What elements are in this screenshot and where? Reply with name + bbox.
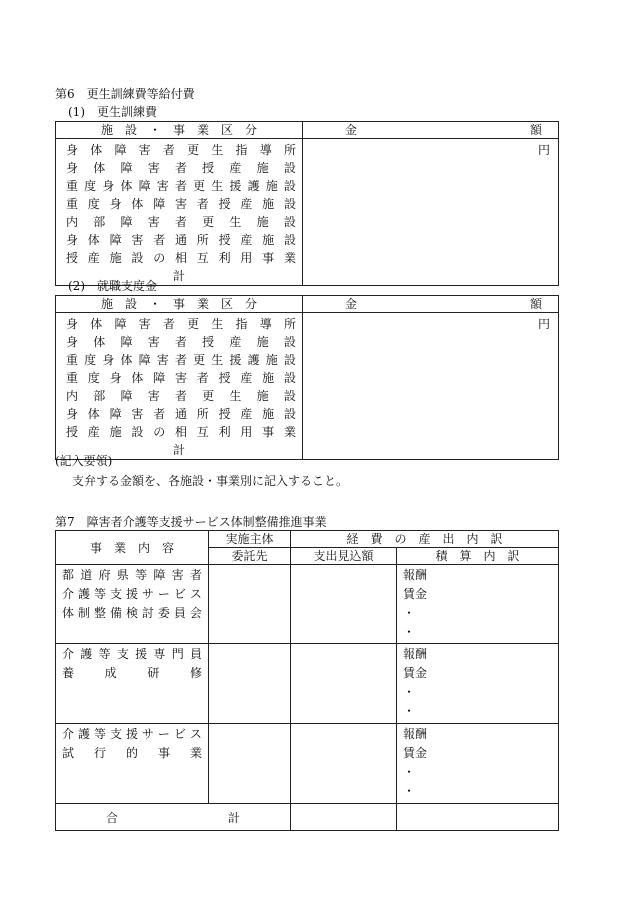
facility-row: 身 体 障 害 者 通 所 授 産 施 設 bbox=[66, 407, 296, 421]
content-cell bbox=[56, 565, 209, 644]
breakdown-cell bbox=[397, 644, 559, 724]
sec7-title: 第7 障害者介護等支援サービス体制整備推進事業 bbox=[55, 515, 327, 529]
amount-header: 金 額 bbox=[303, 296, 559, 313]
breakdown-item: ・ bbox=[403, 625, 416, 639]
total-label: 計 bbox=[172, 443, 185, 457]
yen-unit: 円 bbox=[537, 317, 550, 331]
breakdown-item: 賃金 bbox=[403, 746, 428, 760]
breakdown-item: 報酬 bbox=[403, 727, 428, 741]
notes-text: 支弁する金額を、各施設・事業別に記入すること。 bbox=[72, 474, 349, 488]
facility-row: 授 産 施 設 の 相 互 利 用 事 業 bbox=[66, 425, 296, 439]
facility-row: 身 体 障 害 者 更 生 指 導 所 bbox=[66, 317, 296, 331]
facility-row: 身 体 障 害 者 授 産 施 設 bbox=[66, 161, 296, 175]
content-header: 事 業 内 容 bbox=[56, 531, 209, 565]
breakdown-cell bbox=[397, 565, 559, 644]
entity-cell bbox=[209, 644, 291, 724]
entrustee-header: 委託先 bbox=[209, 548, 291, 565]
breakdown-item: 賃金 bbox=[403, 587, 428, 601]
facility-row: 身 体 障 害 者 通 所 授 産 施 設 bbox=[66, 233, 296, 247]
amount-cell bbox=[303, 313, 559, 460]
notes-heading: (記入要領) bbox=[55, 454, 113, 468]
estimate-cell bbox=[291, 724, 397, 804]
estimate-cell bbox=[291, 644, 397, 724]
content-line: 体 制 整 備 検 討 委 員 会 bbox=[62, 606, 202, 620]
facility-header: 施 設 ・ 事 業 区 分 bbox=[56, 122, 303, 139]
facility-row: 重 度 身 体 障 害 者 授 産 施 設 bbox=[66, 371, 296, 385]
breakdown-cell bbox=[397, 724, 559, 804]
facility-row: 重 度 身 体 障 害 者 更 生 援 護 施 設 bbox=[66, 179, 296, 193]
facility-list bbox=[56, 139, 303, 286]
entity-header: 実施主体 bbox=[209, 531, 291, 548]
facility-row: 内 部 障 害 者 更 生 施 設 bbox=[66, 215, 296, 229]
facility-row: 内 部 障 害 者 更 生 施 設 bbox=[66, 389, 296, 403]
content-line: 都 道 府 県 等 障 害 者 bbox=[62, 568, 202, 582]
support-service-table bbox=[55, 530, 559, 831]
breakdown-item: ・ bbox=[403, 765, 416, 779]
content-cell bbox=[56, 724, 209, 804]
breakdown-item: ・ bbox=[403, 704, 416, 718]
breakdown-item: ・ bbox=[403, 606, 416, 620]
estimate-header: 支出見込額 bbox=[291, 548, 397, 565]
facility-row: 授 産 施 設 の 相 互 利 用 事 業 bbox=[66, 251, 296, 265]
sec6-sub1: (1) 更生訓練費 bbox=[68, 105, 157, 119]
breakdown-item: 報酬 bbox=[403, 647, 428, 661]
entity-cell bbox=[209, 565, 291, 644]
facility-header: 施 設 ・ 事 業 区 分 bbox=[56, 296, 303, 313]
breakdown-header: 積 算 内 訳 bbox=[397, 548, 559, 565]
content-line: 養 成 研 修 bbox=[62, 666, 202, 680]
facility-row: 重 度 身 体 障 害 者 授 産 施 設 bbox=[66, 197, 296, 211]
sec6-title: 第6 更生訓練費等給付費 bbox=[55, 87, 195, 101]
amount-header: 金 額 bbox=[303, 122, 559, 139]
content-line: 介 護 等 支 援 サ ー ビ ス bbox=[62, 587, 202, 601]
breakdown-item: 賃金 bbox=[403, 666, 428, 680]
facility-row: 身 体 障 害 者 授 産 施 設 bbox=[66, 335, 296, 349]
content-cell bbox=[56, 644, 209, 724]
expense-header: 経 費 の 産 出 内 訳 bbox=[291, 531, 559, 548]
facility-list bbox=[56, 313, 303, 460]
grand-total-breakdown bbox=[397, 804, 559, 831]
yen-unit: 円 bbox=[537, 143, 550, 157]
breakdown-item: ・ bbox=[403, 784, 416, 798]
total-label: 計 bbox=[172, 269, 185, 283]
entity-cell bbox=[209, 724, 291, 804]
training-fee-table bbox=[55, 121, 559, 286]
breakdown-item: 報酬 bbox=[403, 568, 428, 582]
employment-allowance-table bbox=[55, 295, 559, 460]
facility-row: 重 度 身 体 障 害 者 更 生 援 護 施 設 bbox=[66, 353, 296, 367]
sec6-sub2: (2) 就職支度金 bbox=[68, 279, 157, 293]
estimate-cell bbox=[291, 565, 397, 644]
breakdown-item: ・ bbox=[403, 685, 416, 699]
content-line: 介 護 等 支 援 専 門 員 bbox=[62, 647, 202, 661]
facility-row: 身 体 障 害 者 更 生 指 導 所 bbox=[66, 143, 296, 157]
content-line: 試 行 的 事 業 bbox=[62, 746, 202, 760]
content-line: 介 護 等 支 援 サ ー ビ ス bbox=[62, 727, 202, 741]
grand-total-label: 合 計 bbox=[56, 804, 291, 831]
amount-cell bbox=[303, 139, 559, 286]
grand-total-estimate bbox=[291, 804, 397, 831]
